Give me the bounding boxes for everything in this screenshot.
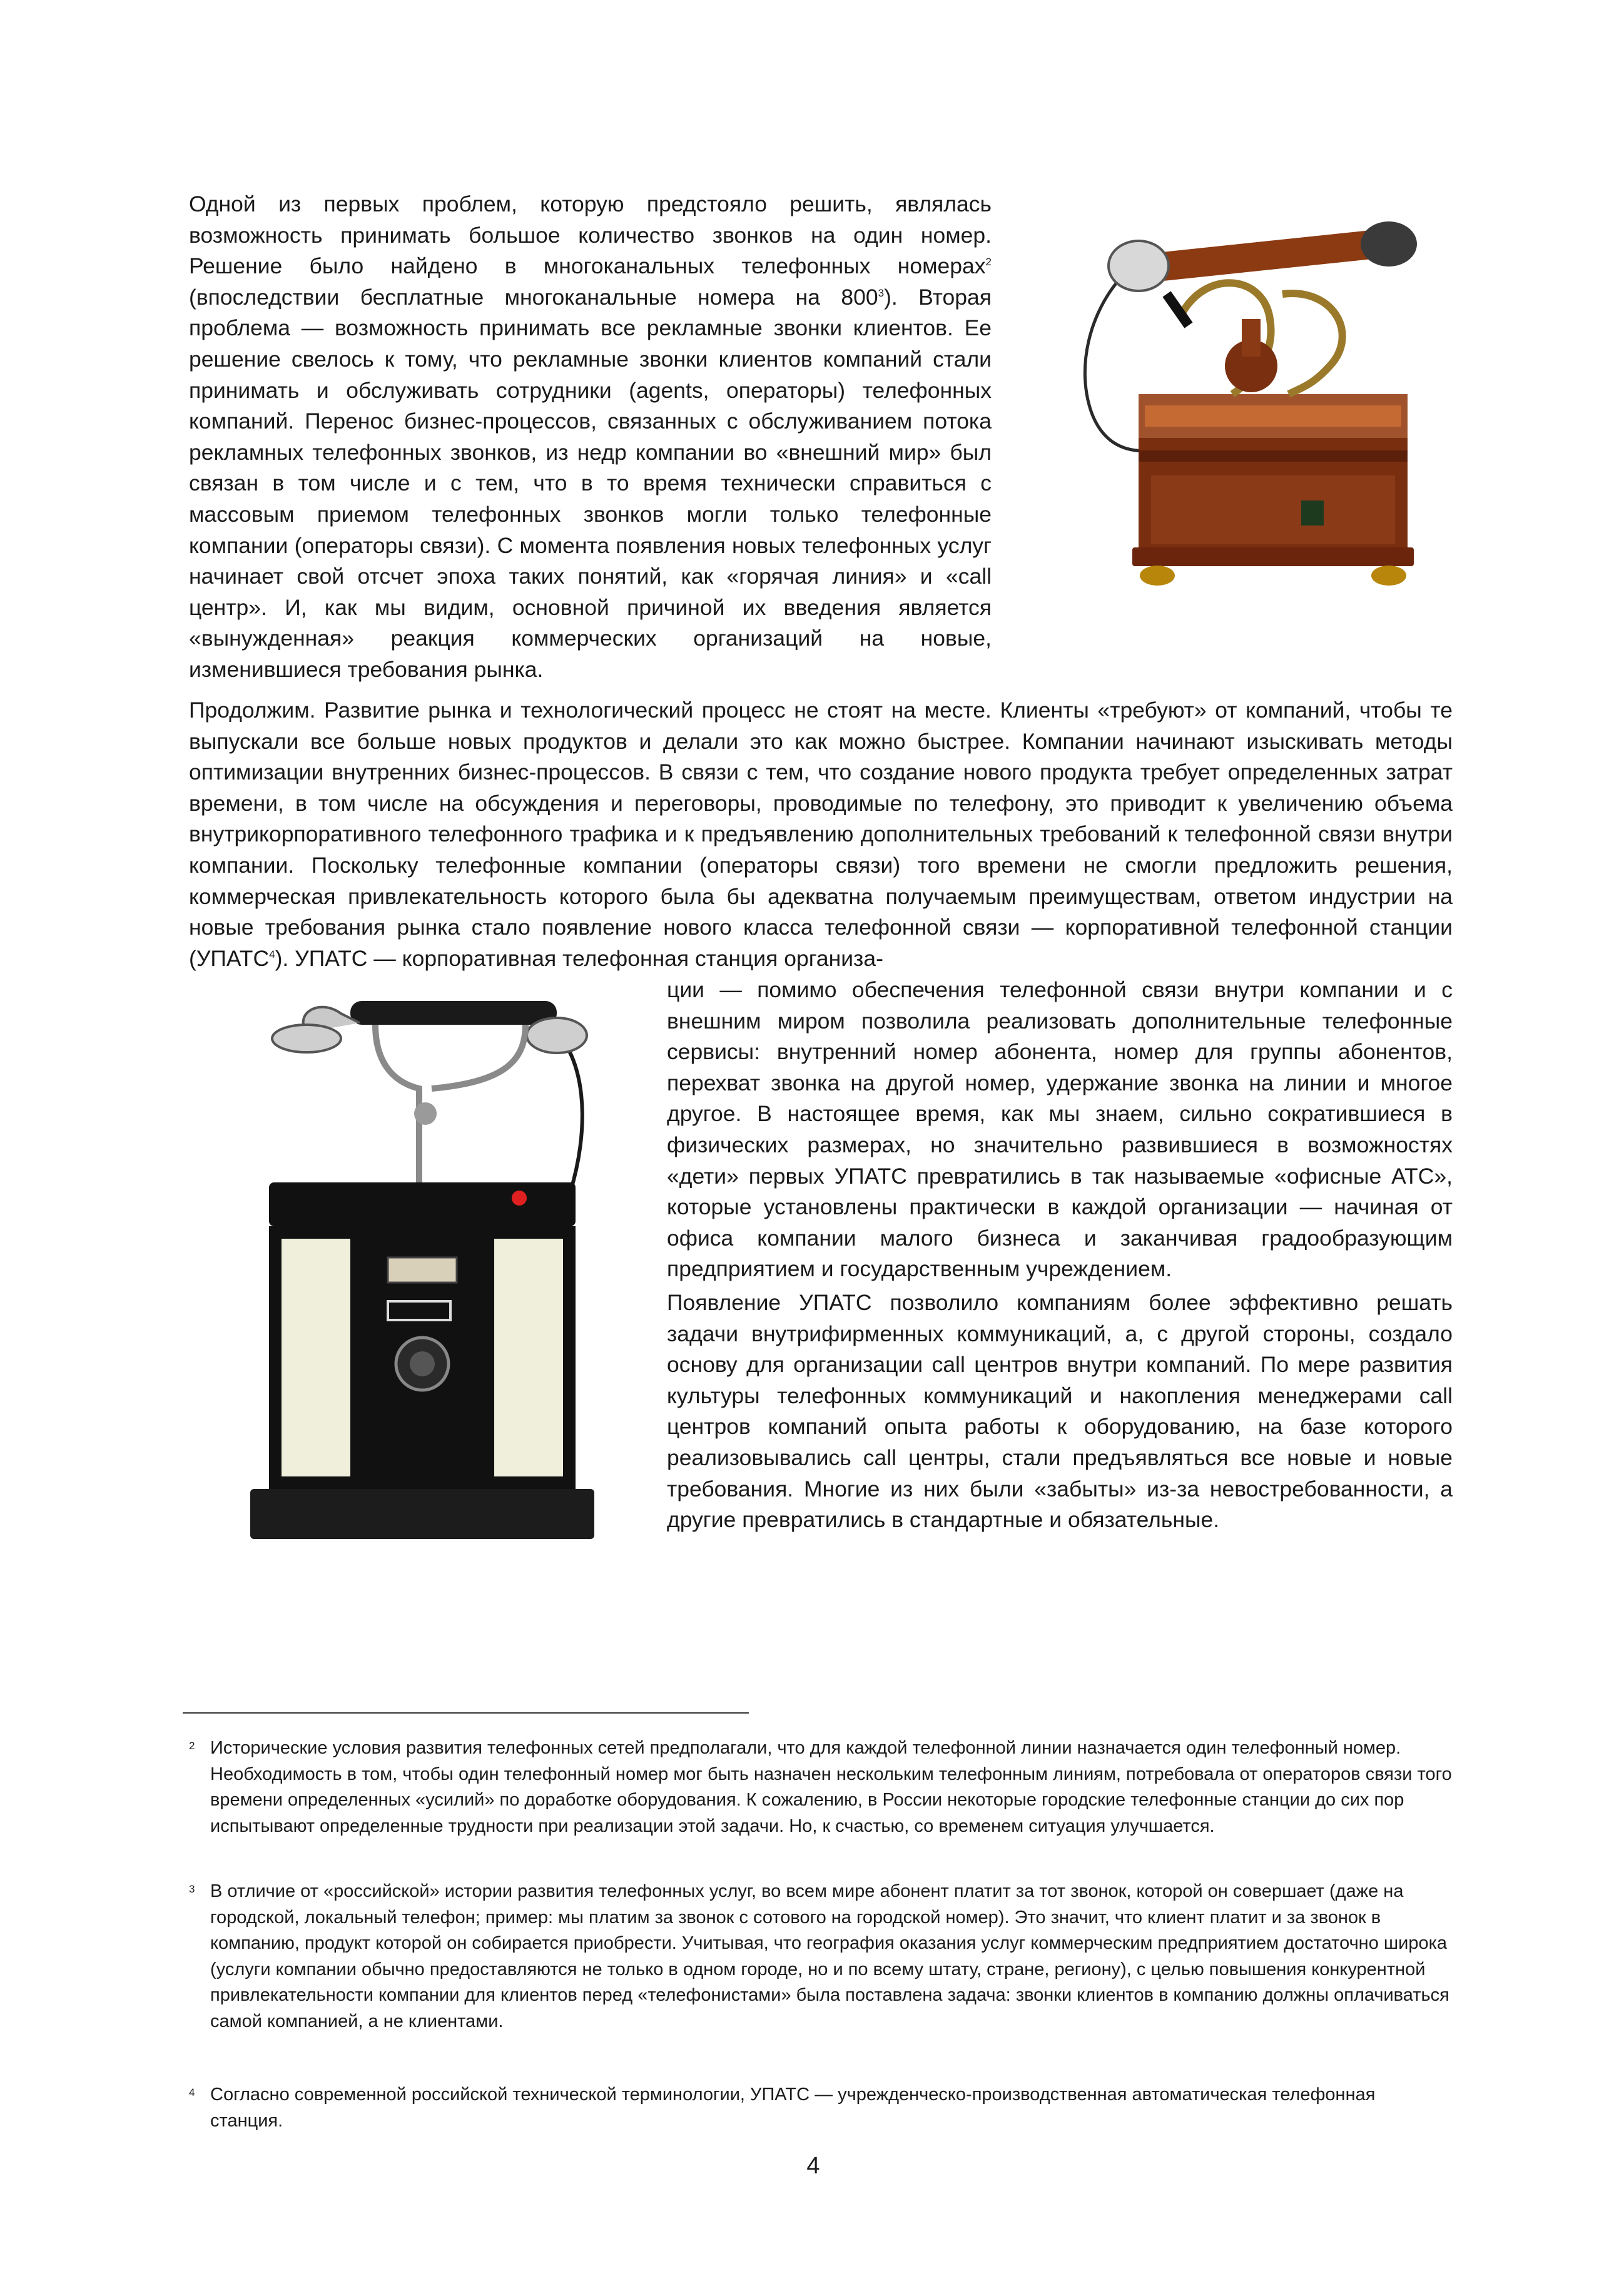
footnote-divider: [183, 1712, 749, 1714]
footnote-text: Исторические условия развития телефонных сетей предполагали, что для каждой телефонной линии назначается один телефонный номер. Необходимость в том, чтобы один телефонный номер мог быть назначен нескольким телефонным линиям, потребовала от операторов связи того времени определенных «усилий» по доработке оборудования. К сожалению, в России некоторые городские телефонные станции до сих пор испытывают определенные трудности при реализации этой задачи. Но, к счастью, со временем ситуация улучшается.: [210, 1738, 1452, 1836]
footnote-number: 3: [189, 1883, 195, 1895]
paragraph-intro: Одной из первых проблем, которую предстояло решить, являлась возможность принимать большое количество звонков на один номер. Решение было найдено в многоканальных телефонных номерах$^2$ (впоследствии бесплатные многоканальные номера на $800^3$). Вторая проблема — возможность принимать все рекламные звонки клиентов. Ее решение свелось к тому, что рекламные звонки клиентов компаний стали принимать и обслуживать сотрудники (agents, операторы) телефонных компаний. Перенос бизнес-процессов, связанных с обслуживанием потока рекламных телефонных звонков, из недр компании во «внешний мир» был связан в том числе и с тем, что в то время технически справиться с массовым приемом телефонных звонков могли только телефонные компании (операторы связи). С момента появления новых телефонных услуг начинает свой отсчет эпоха таких понятий, как «горячая линия» и «call центр». И, как мы видим, основной причиной их введения является «вынужденная» реакция коммерческих организаций на новые, изменившиеся требования рынка.: [189, 191, 992, 682]
footnote-number: 4: [189, 2086, 195, 2098]
footnote-text: Согласно современной российской технической терминологии, УПАТС — учрежденческо-производственная автоматическая телефонная станция.: [210, 2085, 1376, 2131]
vintage-switchboard-telephone-image: [231, 988, 613, 1552]
page-number: 4: [806, 2153, 820, 2179]
antique-wooden-telephone-image: [1063, 206, 1439, 601]
footnote-4: [189, 2082, 1453, 2134]
footnote-2: [189, 1735, 1453, 1839]
footnote-ref-2[interactable]: 2: [985, 256, 992, 268]
footnote-ref-4[interactable]: 4: [269, 948, 275, 960]
footnote-ref-3[interactable]: 3: [878, 287, 885, 299]
paragraph-upats-continued: ции — помимо обеспечения телефонной связи внутри компании и с внешним миром позволила реализовать дополнительные телефонные сервисы: внутренний номер абонента, номер для группы абонентов, перехват звонка на другой номер, удержание звонка на линии и многое другое. В настоящее время, как мы знаем, сильно сократившиеся в физических размерах, но значительно развившиеся в возможностях «дети» первых УПАТС превратились в так называемые «офисные АТС», которые установлены практически в каждой организации — начиная от офиса компании малого бизнеса и заканчивая градообразующим предприятием и государственным учреждением.: [667, 977, 1453, 1282]
footnote-text: В отличие от «российской» истории развития телефонных услуг, во всем мире абонент платит за тот звонок, которой он совершает (даже на городской, локальный телефон; пример: мы платим за звонок с сотового на городской номер). Это значит, что клиент платит и за звонок в компанию, продукт которой он собирается приобрести. Учитывая, что география оказания услуг коммерческим предприятием достаточно широка (услуги компании обычно предоставляются не только в одном городе, но и по всему штату, стране, региону), с целью повышения конкурентной привлекательности компании для клиентов перед «телефонистами» была поставлена задача: звонки клиентов в компанию должны оплачиваться самой компанией, а не клиентами.: [210, 1881, 1449, 2031]
footnote-number: 2: [189, 1740, 195, 1752]
paragraph-upats-intro: Продолжим. Развитие рынка и технологический процесс не стоят на месте. Клиенты «требуют» от компаний, чтобы те выпускали все больше новых продуктов и делали это как можно быстрее. Компании начинают изыскивать методы оптимизации внутренних бизнес-процессов. В связи с тем, что создание нового продукта требует определенных затрат времени, в том числе на обсуждения и переговоры, проводимые по телефону, это приводит к увеличению объема внутрикорпоративного телефонного трафика и к предъявлению дополнительных требований к телефонной связи внутри компании. Поскольку телефонные компании (операторы связи) того времени не смогли предложить решения, коммерческая привлекательность которого была бы адекватна получаемым преимуществам, ответом индустрии на новые требования рынка стало появление нового класса телефонной связи — корпоративной телефонной станции (УПАТС$^4$). УПАТС — корпоративная телефонная станция организа-: [189, 698, 1453, 971]
paragraph-call-centers: Появление УПАТС позволило компаниям более эффективно решать задачи внутрифирменных коммуникаций, а, с другой стороны, создало основу для организации call центров внутри компаний. По мере развития культуры телефонных коммуникаций и накопления менеджерами call центров компаний опыта работы к оборудованию, на базе которого реализовывались call центры, стали предъявляться все новые и новые требования. Многие из них были «забыты» из-за невостребованности, а другие превратились в стандартные и обязательные.: [667, 1290, 1453, 1533]
footnote-3: [189, 1879, 1453, 2035]
